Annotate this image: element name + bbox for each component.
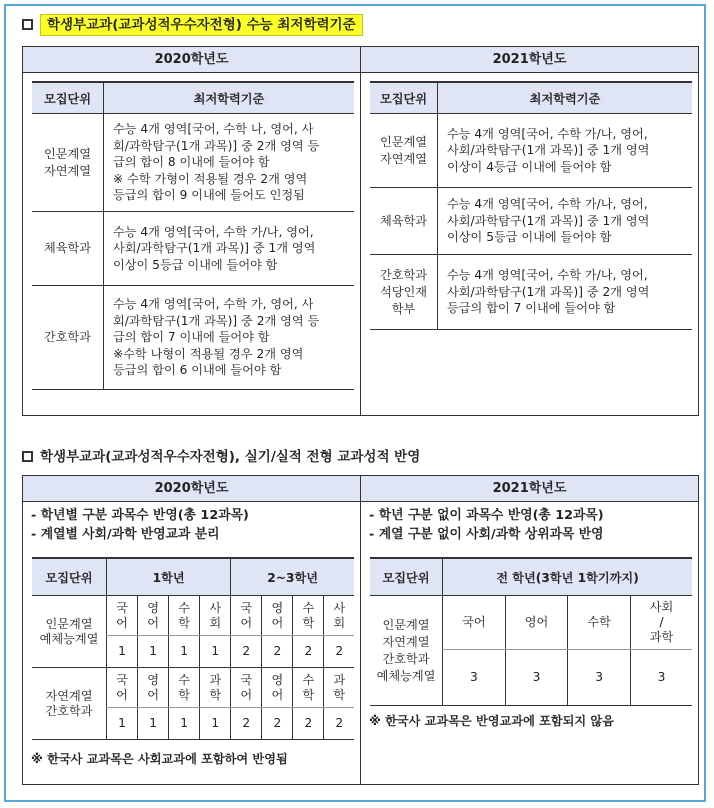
criteria-cell: 수능 4개 영역[국어, 수학 가/나, 영어, 사회/과학탐구(1개 과목)] 중 2개 영역 등급의 합이 7 이내에 들어야 함 bbox=[438, 255, 693, 330]
count-cell: 1 bbox=[200, 636, 231, 668]
square-bullet-icon bbox=[22, 19, 33, 30]
unit-cell: 인문계열 자연계열 bbox=[370, 114, 438, 188]
subject-cell: 과학 bbox=[324, 668, 354, 708]
section1-title-text: 학생부교과(교과성적우수자전형) 수능 최저학력기준 bbox=[40, 14, 363, 36]
subject-cell: 사회 bbox=[200, 596, 231, 636]
count-cell: 2 bbox=[262, 636, 293, 668]
count-cell: 1 bbox=[138, 708, 169, 740]
section2-2021-panel bbox=[360, 475, 699, 785]
section2-title-text: 학생부교과(교과성적우수자전형), 실기/실적 전형 교과성적 반영 bbox=[40, 449, 421, 465]
subject-cell: 과학 bbox=[200, 668, 231, 708]
bullet-item: - 학년별 구분 과목수 반영(총 12과목) bbox=[31, 508, 249, 523]
subject-cell: 영어 bbox=[138, 668, 169, 708]
count-cell: 3 bbox=[631, 650, 692, 706]
count-cell: 1 bbox=[107, 708, 138, 740]
bullet-item: - 계열 구분 없이 사회/과학 상위과목 반영 bbox=[369, 527, 604, 542]
count-cell: 2 bbox=[293, 708, 324, 740]
bullet-list bbox=[369, 506, 604, 544]
header-all-grades: 전 학년(3학년 1학기까지) bbox=[443, 558, 693, 596]
unit-cell: 간호학과 bbox=[32, 286, 104, 390]
count-cell: 1 bbox=[169, 708, 200, 740]
count-cell: 2 bbox=[324, 636, 354, 668]
section1-2021-year: 2021학년도 bbox=[361, 47, 698, 73]
unit-cell: 체육학과 bbox=[32, 212, 104, 286]
section2-2020-panel bbox=[22, 475, 361, 785]
count-cell: 1 bbox=[200, 708, 231, 740]
count-cell: 2 bbox=[293, 636, 324, 668]
criteria-2020-table bbox=[32, 81, 354, 390]
note-2021: ※ 한국사 교과목은 반영교과에 포함되지 않음 bbox=[369, 714, 614, 728]
header-unit: 모집단위 bbox=[32, 82, 104, 114]
subject-cell: 국어 bbox=[107, 668, 138, 708]
subject-cell: 수학 bbox=[169, 668, 200, 708]
count-cell: 2 bbox=[231, 708, 262, 740]
criteria-2021-table bbox=[370, 81, 692, 330]
section2-2021-year: 2021학년도 bbox=[361, 476, 698, 502]
header-criteria: 최저학력기준 bbox=[104, 82, 355, 114]
criteria-cell: 수능 4개 영역[국어, 수학 가/나, 영어, 사회/과학탐구(1개 과목)] 중 1개 영역 이상이 5등급 이내에 들어야 함 bbox=[104, 212, 355, 286]
note-2020: ※ 한국사 교과목은 사회교과에 포함하여 반영됨 bbox=[31, 752, 288, 766]
subject-cell: 영어 bbox=[262, 596, 293, 636]
count-cell: 2 bbox=[231, 636, 262, 668]
subject-cell: 영어 bbox=[138, 596, 169, 636]
subject-cell: 국어 bbox=[231, 596, 262, 636]
header-grade1: 1학년 bbox=[107, 558, 231, 596]
count-cell: 2 bbox=[324, 708, 354, 740]
subjects-2020-table bbox=[32, 557, 354, 740]
criteria-cell: 수능 4개 영역[국어, 수학 가/나, 영어, 사회/과학탐구(1개 과목)] 중 1개 영역 이상이 4등급 이내에 들어야 함 bbox=[438, 114, 693, 188]
unit-cell: 자연계열 간호학과 bbox=[32, 668, 107, 740]
header-unit: 모집단위 bbox=[370, 558, 443, 596]
subject-cell: 국어 bbox=[443, 596, 506, 650]
subject-cell: 수학 bbox=[293, 668, 324, 708]
subject-cell: 영어 bbox=[262, 668, 293, 708]
unit-cell: 체육학과 bbox=[370, 188, 438, 255]
subject-cell: 수학 bbox=[568, 596, 631, 650]
subject-cell: 영어 bbox=[505, 596, 568, 650]
subject-cell: 사회 / 과학 bbox=[631, 596, 692, 650]
section1-title bbox=[22, 12, 363, 38]
section1-2020-year: 2020학년도 bbox=[23, 47, 360, 73]
bullet-item: - 학년 구분 없이 과목수 반영(총 12과목) bbox=[369, 508, 604, 523]
subject-cell: 국어 bbox=[107, 596, 138, 636]
subjects-2021-table bbox=[370, 557, 692, 706]
criteria-cell: 수능 4개 영역[국어, 수학 가, 영어, 사 회/과학탐구(1개 과목)] 중 2개 영역 등 급의 합이 7 이내에 들어야 함 ※수학 나형이 적용될 경우 2개 영역 등급의 합이 6 이내에 들어야 함 bbox=[104, 286, 355, 390]
subject-cell: 수학 bbox=[169, 596, 200, 636]
criteria-cell: 수능 4개 영역[국어, 수학 나, 영어, 사 회/과학탐구(1개 과목)] 중 2개 영역 등 급의 합이 8 이내에 들어야 함 ※ 수학 가형이 적용될 경우 2개 영역 등급의 합이 9 이내에 들어도 인정됨 bbox=[104, 114, 355, 212]
section2-2020-year: 2020학년도 bbox=[23, 476, 360, 502]
count-cell: 3 bbox=[443, 650, 506, 706]
bullet-item: - 계열별 사회/과학 반영교과 분리 bbox=[31, 527, 220, 542]
count-cell: 3 bbox=[568, 650, 631, 706]
criteria-cell: 수능 4개 영역[국어, 수학 가/나, 영어, 사회/과학탐구(1개 과목)] 중 1개 영역 이상이 5등급 이내에 들어야 함 bbox=[438, 188, 693, 255]
unit-cell: 간호학과 석당인재 학부 bbox=[370, 255, 438, 330]
section2-title bbox=[22, 446, 420, 468]
bullet-list bbox=[31, 506, 249, 544]
section1-2021-panel bbox=[360, 46, 699, 416]
count-cell: 3 bbox=[505, 650, 568, 706]
header-unit: 모집단위 bbox=[370, 82, 438, 114]
unit-cell: 인문계열 예체능계열 bbox=[32, 596, 107, 668]
count-cell: 1 bbox=[107, 636, 138, 668]
count-cell: 1 bbox=[169, 636, 200, 668]
subject-cell: 수학 bbox=[293, 596, 324, 636]
count-cell: 1 bbox=[138, 636, 169, 668]
unit-cell: 인문계열 자연계열 bbox=[32, 114, 104, 212]
subject-cell: 사회 bbox=[324, 596, 354, 636]
header-unit: 모집단위 bbox=[32, 558, 107, 596]
header-grade23: 2~3학년 bbox=[231, 558, 354, 596]
unit-cell: 인문계열 자연계열 간호학과 예체능계열 bbox=[370, 596, 443, 706]
count-cell: 2 bbox=[262, 708, 293, 740]
subject-cell: 국어 bbox=[231, 668, 262, 708]
header-criteria: 최저학력기준 bbox=[438, 82, 693, 114]
section1-2020-panel bbox=[22, 46, 361, 416]
square-bullet-icon bbox=[22, 451, 33, 462]
